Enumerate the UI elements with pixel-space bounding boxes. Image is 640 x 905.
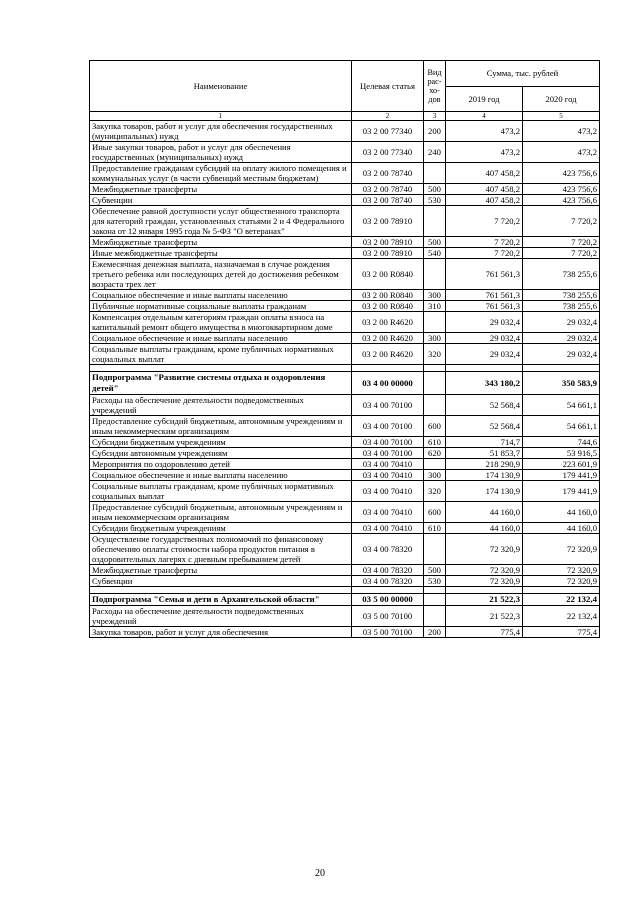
name-cell: Межбюджетные трансферты: [90, 184, 352, 195]
name-cell: Субсидии бюджетным учреждениям: [90, 437, 352, 448]
table-row: [90, 523, 600, 534]
vid-cell: 500: [424, 565, 446, 576]
code-cell: 03 4 00 00000: [352, 372, 424, 395]
table-row: [90, 121, 600, 142]
code-cell: 03 4 00 78320: [352, 565, 424, 576]
code-cell: 03 4 00 70100: [352, 416, 424, 437]
sum-2020-cell: 72 320,9: [523, 534, 600, 565]
code-cell: 03 4 00 78320: [352, 534, 424, 565]
sum-2019-cell: 761 561,3: [446, 290, 523, 301]
code-cell: 03 4 00 78320: [352, 576, 424, 587]
header-sum: Сумма, тыс. рублей: [446, 61, 600, 87]
vid-cell: 600: [424, 502, 446, 523]
code-cell: 03 2 00 R4620: [352, 344, 424, 365]
vid-cell: 500: [424, 184, 446, 195]
code-cell: 03 4 00 70410: [352, 502, 424, 523]
code-cell: 03 5 00 00000: [352, 594, 424, 606]
name-cell: Социальное обеспечение и иные выплаты населению: [90, 333, 352, 344]
table-row: [90, 344, 600, 365]
name-cell: Субвенции: [90, 195, 352, 206]
sum-2019-cell: 761 561,3: [446, 259, 523, 290]
sum-2019-cell: 7 720,2: [446, 248, 523, 259]
sum-2020-cell: 350 583,9: [523, 372, 600, 395]
sum-2019-cell: 44 160,0: [446, 523, 523, 534]
page-number: 20: [315, 868, 325, 879]
sum-2019-cell: 29 032,4: [446, 333, 523, 344]
sum-2020-cell: 738 255,6: [523, 259, 600, 290]
table-row: [90, 627, 600, 638]
empty-cell: [424, 587, 446, 594]
vid-cell: 240: [424, 142, 446, 163]
sum-2020-cell: 29 032,4: [523, 344, 600, 365]
name-cell: Предоставление субсидий бюджетным, автономным учреждениям и иным некоммерческим организациям: [90, 502, 352, 523]
sum-2019-cell: 21 522,3: [446, 606, 523, 627]
name-cell: Подпрограмма "Семья и дети в Архангельской области": [90, 594, 352, 606]
sum-2019-cell: 7 720,2: [446, 237, 523, 248]
sum-2020-cell: 744,6: [523, 437, 600, 448]
sum-2019-cell: 44 160,0: [446, 502, 523, 523]
header-year-2020: 2020 год: [523, 86, 600, 112]
code-cell: 03 4 00 70410: [352, 523, 424, 534]
vid-cell: [424, 372, 446, 395]
sum-2020-cell: 53 916,5: [523, 448, 600, 459]
name-cell: Субсидии бюджетным учреждениям: [90, 523, 352, 534]
column-number: 1: [90, 112, 352, 121]
code-cell: 03 2 00 78910: [352, 206, 424, 237]
sum-2019-cell: 343 180,2: [446, 372, 523, 395]
empty-cell: [352, 365, 424, 372]
name-cell: Иные межбюджетные трансферты: [90, 248, 352, 259]
vid-cell: 610: [424, 437, 446, 448]
sum-2020-cell: 44 160,0: [523, 523, 600, 534]
vid-cell: 500: [424, 237, 446, 248]
table-row: [90, 502, 600, 523]
code-cell: 03 4 00 70410: [352, 470, 424, 481]
code-cell: 03 2 00 77340: [352, 121, 424, 142]
name-cell: Обеспечение равной доступности услуг общественного транспорта для категорий граждан, установленных статьями 2 и 4 Федерального закона от 12 января 1995 года № 5-ФЗ "О ветеранах": [90, 206, 352, 237]
vid-cell: 610: [424, 523, 446, 534]
budget-table: [89, 60, 600, 638]
code-cell: 03 2 00 77340: [352, 142, 424, 163]
vid-cell: [424, 312, 446, 333]
header-year-2019: 2019 год: [446, 86, 523, 112]
sum-2020-cell: 423 756,6: [523, 163, 600, 184]
table-row: [90, 290, 600, 301]
vid-cell: [424, 395, 446, 416]
code-cell: 03 4 00 70410: [352, 459, 424, 470]
vid-cell: 300: [424, 290, 446, 301]
column-number: 2: [352, 112, 424, 121]
table-row: [90, 481, 600, 502]
sum-2019-cell: 52 568,4: [446, 395, 523, 416]
table-row: [90, 237, 600, 248]
table-row: [90, 395, 600, 416]
table-row: [90, 606, 600, 627]
sum-2019-cell: 72 320,9: [446, 576, 523, 587]
name-cell: Межбюджетные трансферты: [90, 237, 352, 248]
code-cell: 03 2 00 78740: [352, 163, 424, 184]
header-vid: Вид рас-хо-дов: [424, 61, 446, 112]
sum-2020-cell: 738 255,6: [523, 290, 600, 301]
sum-2020-cell: 738 255,6: [523, 301, 600, 312]
sum-2019-cell: 407 458,2: [446, 163, 523, 184]
vid-cell: 200: [424, 121, 446, 142]
sum-2020-cell: 22 132,4: [523, 606, 600, 627]
spacer-row: [90, 365, 600, 372]
sum-2020-cell: 473,2: [523, 121, 600, 142]
empty-cell: [424, 365, 446, 372]
sum-2019-cell: 72 320,9: [446, 565, 523, 576]
sum-2019-cell: 775,4: [446, 627, 523, 638]
spacer-row: [90, 587, 600, 594]
subprogram-row: [90, 372, 600, 395]
name-cell: Расходы на обеспечение деятельности подведомственных учреждений: [90, 606, 352, 627]
sum-2020-cell: 223 601,9: [523, 459, 600, 470]
name-cell: Закупка товаров, работ и услуг для обеспечения: [90, 627, 352, 638]
vid-cell: [424, 606, 446, 627]
sum-2020-cell: 72 320,9: [523, 565, 600, 576]
code-cell: 03 2 00 R0840: [352, 290, 424, 301]
sum-2019-cell: 21 522,3: [446, 594, 523, 606]
table-row: [90, 163, 600, 184]
sum-2019-cell: 29 032,4: [446, 344, 523, 365]
table-row: [90, 301, 600, 312]
header-column-numbers: [90, 112, 600, 121]
vid-cell: 620: [424, 448, 446, 459]
sum-2020-cell: 54 661,1: [523, 416, 600, 437]
code-cell: 03 2 00 78910: [352, 237, 424, 248]
name-cell: Подпрограмма "Развитие системы отдыха и оздоровления детей": [90, 372, 352, 395]
name-cell: Межбюджетные трансферты: [90, 565, 352, 576]
vid-cell: 300: [424, 333, 446, 344]
vid-cell: 600: [424, 416, 446, 437]
table-row: [90, 448, 600, 459]
table-row: [90, 206, 600, 237]
empty-cell: [352, 587, 424, 594]
sum-2019-cell: 72 320,9: [446, 534, 523, 565]
code-cell: 03 5 00 70100: [352, 606, 424, 627]
table-row: [90, 333, 600, 344]
code-cell: 03 2 00 78740: [352, 184, 424, 195]
sum-2019-cell: 761 561,3: [446, 301, 523, 312]
empty-cell: [446, 365, 523, 372]
vid-cell: 320: [424, 481, 446, 502]
sum-2020-cell: 44 160,0: [523, 502, 600, 523]
sum-2019-cell: 29 032,4: [446, 312, 523, 333]
table-row: [90, 565, 600, 576]
sum-2019-cell: 473,2: [446, 142, 523, 163]
vid-cell: 530: [424, 195, 446, 206]
name-cell: Расходы на обеспечение деятельности подведомственных учреждений: [90, 395, 352, 416]
code-cell: 03 2 00 78740: [352, 195, 424, 206]
table-body: [90, 121, 600, 638]
sum-2020-cell: 7 720,2: [523, 248, 600, 259]
name-cell: Предоставление гражданам субсидий на оплату жилого помещения и коммунальных услуг (в части субвенций местным бюджетам): [90, 163, 352, 184]
code-cell: 03 4 00 70410: [352, 481, 424, 502]
sum-2019-cell: 218 290,9: [446, 459, 523, 470]
table-row: [90, 534, 600, 565]
sum-2020-cell: 423 756,6: [523, 195, 600, 206]
sum-2019-cell: 51 853,7: [446, 448, 523, 459]
code-cell: 03 2 00 R0840: [352, 259, 424, 290]
name-cell: Закупка товаров, работ и услуг для обеспечения государственных (муниципальных) нужд: [90, 121, 352, 142]
vid-cell: 530: [424, 576, 446, 587]
sum-2019-cell: 407 458,2: [446, 184, 523, 195]
name-cell: Социальные выплаты гражданам, кроме публичных нормативных социальных выплат: [90, 344, 352, 365]
name-cell: Мероприятия по оздоровлению детей: [90, 459, 352, 470]
sum-2019-cell: 174 130,9: [446, 481, 523, 502]
code-cell: 03 4 00 70100: [352, 395, 424, 416]
sum-2020-cell: 7 720,2: [523, 237, 600, 248]
name-cell: Субвенции: [90, 576, 352, 587]
table-row: [90, 195, 600, 206]
sum-2020-cell: 22 132,4: [523, 594, 600, 606]
vid-cell: 540: [424, 248, 446, 259]
sum-2019-cell: 714,7: [446, 437, 523, 448]
table-row: [90, 416, 600, 437]
sum-2020-cell: 473,2: [523, 142, 600, 163]
vid-cell: 310: [424, 301, 446, 312]
code-cell: 03 2 00 R4620: [352, 333, 424, 344]
column-number: 5: [523, 112, 600, 121]
vid-cell: 200: [424, 627, 446, 638]
sum-2020-cell: 54 661,1: [523, 395, 600, 416]
vid-cell: [424, 534, 446, 565]
code-cell: 03 2 00 78910: [352, 248, 424, 259]
table-row: [90, 576, 600, 587]
table-row: [90, 184, 600, 195]
table-row: [90, 459, 600, 470]
table-row: [90, 470, 600, 481]
budget-document: [89, 60, 599, 638]
vid-cell: [424, 163, 446, 184]
name-cell: Ежемесячная денежная выплата, назначаемая в случае рождения третьего ребенка или последующих детей до достижения ребенком возраста трех лет: [90, 259, 352, 290]
sum-2020-cell: 29 032,4: [523, 312, 600, 333]
name-cell: Публичные нормативные социальные выплаты гражданам: [90, 301, 352, 312]
name-cell: Социальное обеспечение и иные выплаты населению: [90, 290, 352, 301]
sum-2020-cell: 29 032,4: [523, 333, 600, 344]
table-row: [90, 248, 600, 259]
name-cell: Компенсация отдельным категориям граждан оплаты взноса на капитальный ремонт общего имущества в многоквартирном доме: [90, 312, 352, 333]
table-header: [90, 61, 600, 121]
name-cell: Социальное обеспечение и иные выплаты населению: [90, 470, 352, 481]
header-code: Целевая статья: [352, 61, 424, 112]
column-number: 4: [446, 112, 523, 121]
code-cell: 03 2 00 R4620: [352, 312, 424, 333]
sum-2020-cell: 7 720,2: [523, 206, 600, 237]
name-cell: Иные закупки товаров, работ и услуг для обеспечения государственных (муниципальных) нужд: [90, 142, 352, 163]
sum-2019-cell: 473,2: [446, 121, 523, 142]
sum-2020-cell: 72 320,9: [523, 576, 600, 587]
sum-2020-cell: 179 441,9: [523, 470, 600, 481]
table-row: [90, 259, 600, 290]
sum-2019-cell: 407 458,2: [446, 195, 523, 206]
subprogram-row: [90, 594, 600, 606]
empty-cell: [446, 587, 523, 594]
sum-2019-cell: 7 720,2: [446, 206, 523, 237]
sum-2019-cell: 52 568,4: [446, 416, 523, 437]
vid-cell: [424, 594, 446, 606]
code-cell: 03 5 00 70100: [352, 627, 424, 638]
table-row: [90, 142, 600, 163]
name-cell: Осуществление государственных полномочий по финансовому обеспечению оплаты стоимости набора продуктов питания в оздоровительных лагерях с дневным пребыванием детей: [90, 534, 352, 565]
sum-2019-cell: 174 130,9: [446, 470, 523, 481]
table-row: [90, 312, 600, 333]
table-row: [90, 437, 600, 448]
empty-cell: [90, 587, 352, 594]
column-number: 3: [424, 112, 446, 121]
name-cell: Субсидии автономным учреждениям: [90, 448, 352, 459]
name-cell: Социальные выплаты гражданам, кроме публичных нормативных социальных выплат: [90, 481, 352, 502]
sum-2020-cell: 775,4: [523, 627, 600, 638]
empty-cell: [523, 365, 600, 372]
empty-cell: [523, 587, 600, 594]
header-name: Наименование: [90, 61, 352, 112]
vid-cell: [424, 206, 446, 237]
sum-2020-cell: 423 756,6: [523, 184, 600, 195]
code-cell: 03 4 00 70100: [352, 448, 424, 459]
code-cell: 03 2 00 R0840: [352, 301, 424, 312]
vid-cell: [424, 459, 446, 470]
name-cell: Предоставление субсидий бюджетным, автономным учреждениям и иным некоммерческим организациям: [90, 416, 352, 437]
sum-2020-cell: 179 441,9: [523, 481, 600, 502]
vid-cell: 300: [424, 470, 446, 481]
vid-cell: 320: [424, 344, 446, 365]
empty-cell: [90, 365, 352, 372]
vid-cell: [424, 259, 446, 290]
code-cell: 03 4 00 70100: [352, 437, 424, 448]
